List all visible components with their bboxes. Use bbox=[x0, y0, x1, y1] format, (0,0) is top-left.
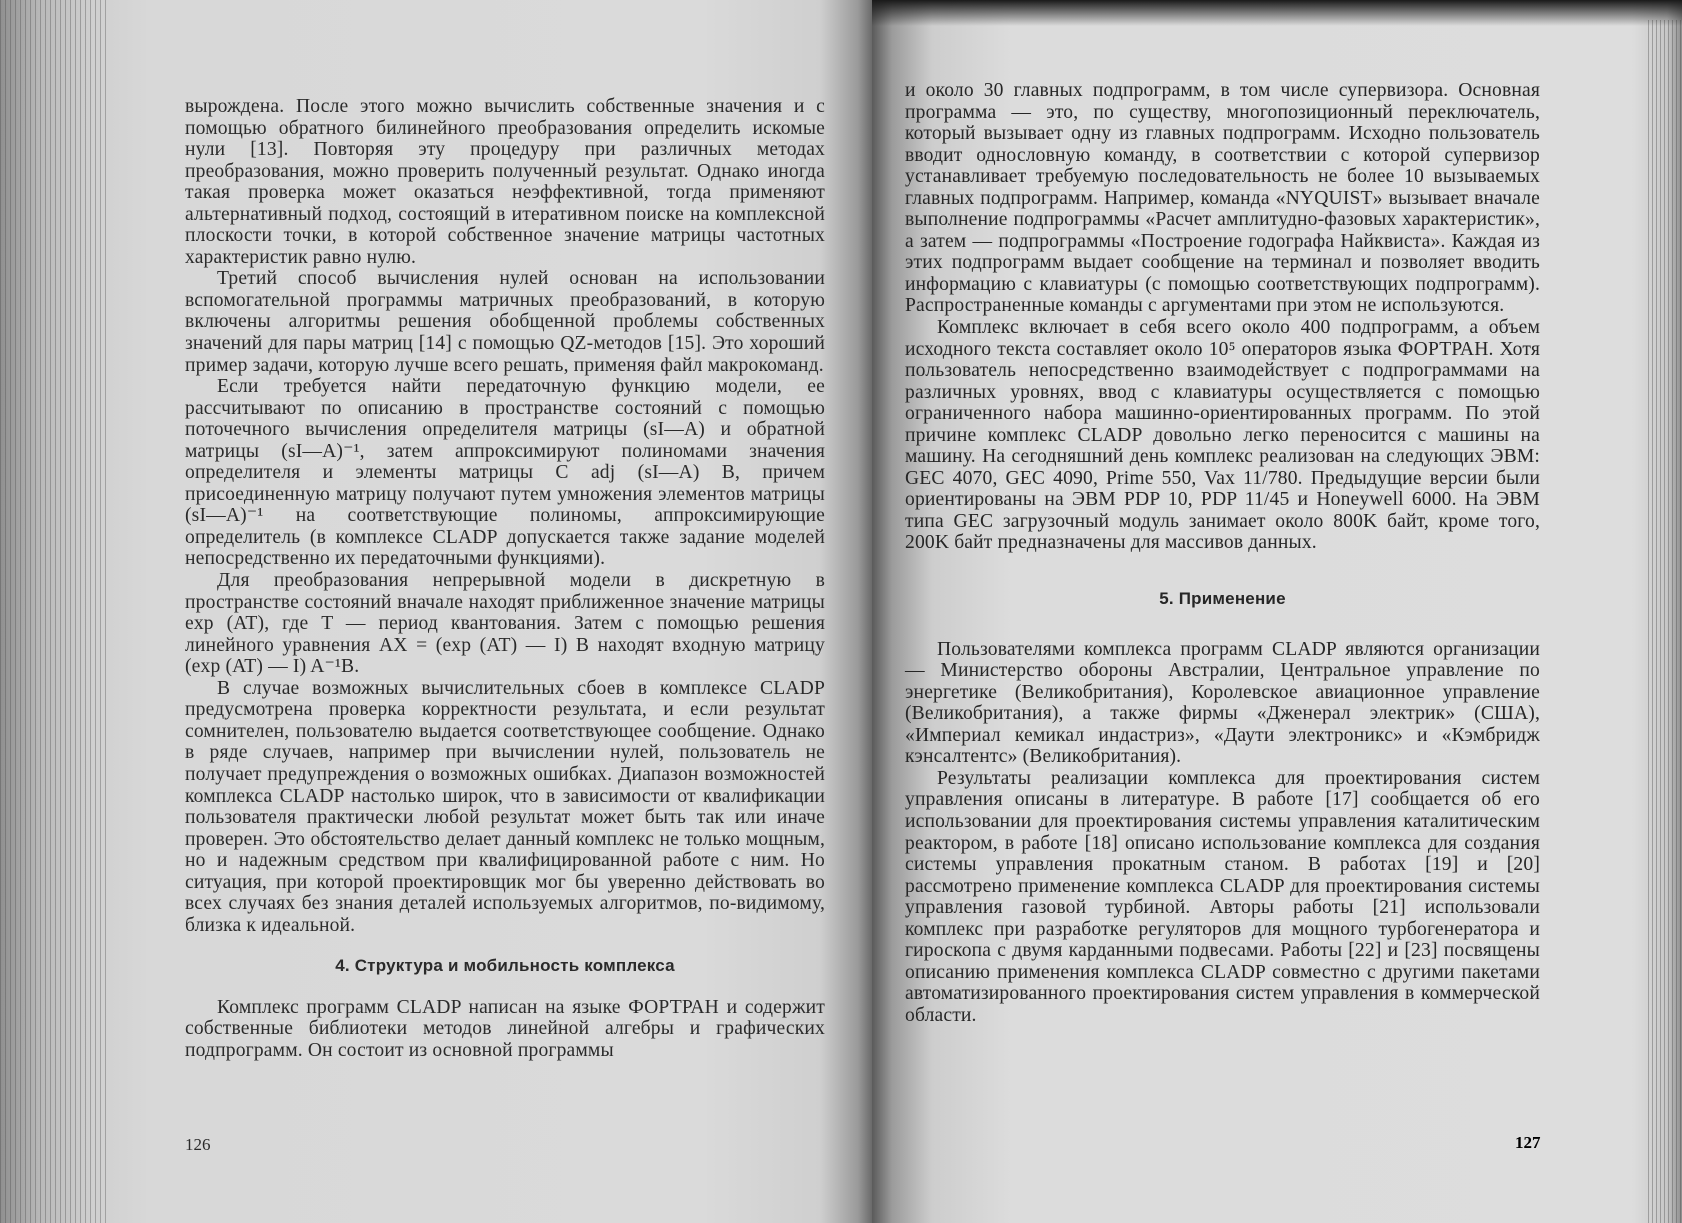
left-paragraph-3: Если требуется найти передаточную функцию модели, ее рассчитывают по описанию в пространстве состояний с помощью поточечного вычисления определителя матрицы (sI—A) и обратной матрицы (sI—A)⁻¹, затем аппроксимируют полиномами значения определителя и элементы матрицы C adj (sI—A) B, причем присоединенную матрицу получают путем умножения элементов матрицы (sI—A)⁻¹ на соответствующие полиномы, аппроксимирующие определитель (в комплексе CLADP допускается также задание моделей непосредственно их передаточными функциями). bbox=[185, 376, 825, 570]
right-page-body bbox=[905, 80, 1540, 1026]
right-paragraph-1: и около 30 главных подпрограмм, в том числе супервизора. Основная программа — это, по существу, многопозиционный переключатель, который вызывает одну из главных подпрограмм. Исходно пользователь вводит однословную команду, в соответствии с которой супервизор устанавливает требуемую последовательность не более 10 вызываемых главных подпрограмм. Например, команда «NYQUIST» вызывает вначале выполнение подпрограммы «Расчет амплитудно-фазовых характеристик», а затем — подпрограммы «Построение годографа Найквиста». Каждая из этих подпрограмм выдает сообщение на терминал и позволяет вводить информацию с клавиатуры (с помощью соответствующих подпрограмм). Распространенные команды с аргументами при этом не используются. bbox=[905, 80, 1540, 317]
left-paragraph-4: Для преобразования непрерывной модели в дискретную в пространстве состояний вначале находят приближенное значение матрицы exp (AT), где T — период квантования. Затем с помощью решения линейного уравнения AX = (exp (AT) — I) B находят входную матрицу (exp (AT) — I) A⁻¹B. bbox=[185, 570, 825, 678]
left-page-body bbox=[185, 96, 825, 1062]
page-edge-stack-left bbox=[0, 0, 110, 1223]
left-section-paragraph: Комплекс программ CLADP написан на языке ФОРТРАН и содержит собственные библиотеки методов линейной алгебры и графических подпрограмм. Он состоит из основной программы bbox=[185, 996, 825, 1061]
top-scan-shadow bbox=[872, 0, 1682, 26]
page-edge-stack-right bbox=[1648, 20, 1682, 1223]
page-number-left: 126 bbox=[185, 1135, 211, 1154]
left-paragraph-2: Третий способ вычисления нулей основан на использовании вспомогательной программы матричных преобразований, в которую включены алгоритмы решения обобщенной проблемы собственных значений для пары матриц [14] с помощью QZ-методов [15]. Это хороший пример задачи, которую лучше всего решать, применяя файл макрокоманд. bbox=[185, 268, 825, 376]
left-paragraph-5: В случае возможных вычислительных сбоев в комплексе CLADP предусмотрена проверка корректности результата, и если результат сомнителен, пользователю выдается соответствующее сообщение. Однако в ряде случаев, например при вычислении нулей, пользователь не получает предупреждения о возможных ошибках. Диапазон возможностей комплекса CLADP настолько широк, что в зависимости от квалификации пользователя практически любой результат может быть так или иначе проверен. Это обстоятельство делает данный комплекс не только мощным, но и надежным средством при квалифицированной работе с ним. Но ситуация, при которой проектировщик мог бы уверенно действовать во всех случаях без знания деталей используемых алгоритмов, по-видимому, близка к идеальной. bbox=[185, 677, 825, 936]
right-section-paragraph-2: Результаты реализации комплекса для проектирования систем управления описаны в литературе. В работе [17] сообщается об его использовании для проектирования системы управления каталитическим реактором, в работе [18] описано использование комплекса для создания системы управления прокатным станом. В работах [19] и [20] рассмотрено применение комплекса CLADP для проектирования системы управления газовой турбиной. Авторы работы [21] использовали комплекс при разработке регуляторов для мощного турбогенератора и гироскопа с двумя карданными подвесами. Работы [22] и [23] посвящены описанию применения комплекса CLADP совместно с другими пакетами автоматизированного проектирования систем управления в коммерческой области. bbox=[905, 767, 1540, 1026]
section-heading-4: 4. Структура и мобильность комплекса bbox=[335, 956, 675, 976]
left-paragraph-1: вырождена. После этого можно вычислить собственные значения и с помощью обратного билинейного преобразования определить искомые нули [13]. Повторяя эту процедуру при различных методах преобразования, можно проверить полученный результат. Однако иногда такая проверка может оказаться неэффективной, тогда применяют альтернативный подход, состоящий в итеративном поиске на комплексной плоскости точки, в которой собственное значение матрицы частотных характеристик равно нулю. bbox=[185, 96, 825, 268]
right-section-paragraph-1: Пользователями комплекса программ CLADP являются организации — Министерство обороны Австралии, Центральное управление по энергетике (Великобритания), Королевское авиационное управление (Великобритания), а также фирмы «Дженерал электрик» (США), «Империал кемикал индастриз», «Даути электроникс» и «Кэмбридж кэнсалтентс» (Великобритания). bbox=[905, 638, 1540, 768]
right-paragraph-2: Комплекс включает в себя всего около 400 подпрограмм, а объем исходного текста составляет около 10⁵ операторов языка ФОРТРАН. Хотя пользователь непосредственно взаимодействует с подпрограммами на различных уровнях, ввод с клавиатуры осуществляется с помощью ограниченного набора машинно-ориентированных программ. По этой причине комплекс CLADP довольно легко переносится с машины на машину. На сегодняшний день комплекс реализован на следующих ЭВМ: GEC 4070, GEC 4090, Prime 550, Vax 11/780. Предыдущие версии были ориентированы на ЭВМ PDP 10, PDP 11/45 и Honeywell 6000. На ЭВМ типа GEC загрузочный модуль занимает около 800K байт, кроме того, 200K байт предназначены для массивов данных. bbox=[905, 317, 1540, 554]
section-heading-5: 5. Применение bbox=[1159, 589, 1286, 609]
page-number-right: 127 bbox=[1515, 1133, 1541, 1152]
